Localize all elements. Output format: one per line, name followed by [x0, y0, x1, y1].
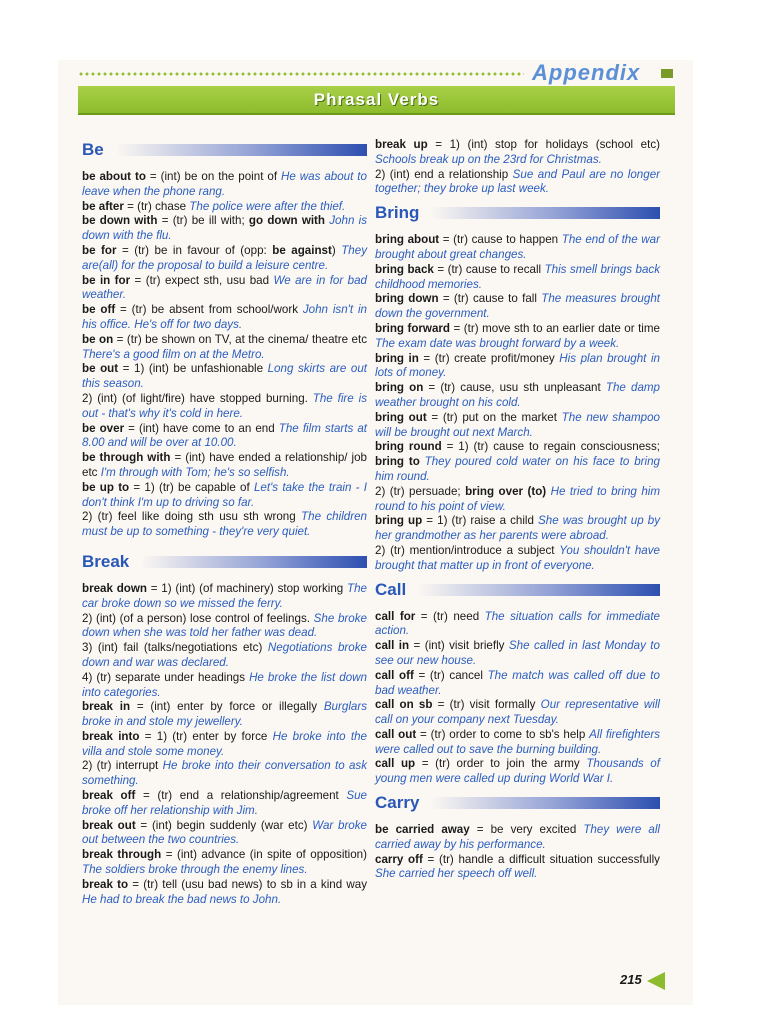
headword: bring about — [375, 233, 440, 247]
definition: = (int) enter by force or illegally — [130, 700, 324, 714]
right-column — [375, 138, 660, 882]
entry-break-4 — [82, 700, 367, 730]
headword: carry off — [375, 852, 423, 866]
title-bar — [78, 86, 675, 115]
definition: 2) (int) (of light/fire) have stopped burning. — [82, 391, 313, 405]
definition: = (int) be on the point of — [145, 170, 281, 183]
headword: be up to — [82, 480, 130, 494]
example-sentence: Long skirts are out this season. — [82, 362, 367, 391]
entry-call-5 — [375, 757, 660, 787]
headword: bring over (to) — [465, 484, 551, 498]
definition: 2) (int) (of a person) lose control of feelings. — [82, 611, 314, 625]
example-sentence: He broke the list down into categories. — [82, 670, 367, 699]
headword: go down with — [248, 214, 330, 228]
definition: = (tr) create profit/money — [418, 351, 560, 365]
headword: be off — [82, 303, 116, 317]
headword: be for — [82, 243, 117, 257]
section-title: Break — [82, 551, 130, 571]
definition: = (tr) put on the market — [426, 410, 562, 424]
definition: 2) (tr) persuade; — [375, 484, 466, 498]
example-sentence: I'm through with Tom; he's so selfish. — [100, 465, 290, 479]
headword: bring round — [375, 440, 442, 454]
section-heading-be — [82, 138, 367, 162]
headword: bring out — [375, 410, 427, 424]
example-sentence: Schools break up on the 23rd for Christmas. — [375, 152, 602, 166]
definition: = (int) have come to an end — [124, 421, 279, 435]
entry-call-2 — [375, 669, 660, 699]
section-title: Be — [82, 140, 104, 159]
definition: = 1) (tr) enter by force — [139, 729, 273, 743]
headword: break out — [82, 818, 136, 832]
example-sentence: The damp weather brought on his cold. — [375, 381, 660, 409]
example-sentence: We are in for bad weather. — [82, 273, 367, 302]
entry-bring-3 — [375, 322, 660, 352]
definition: = (tr) be ill with; — [157, 214, 249, 228]
example-sentence: Burglars broke in and stole my jewellery. — [82, 700, 367, 729]
example-sentence: She carried her speech off well. — [375, 867, 538, 881]
definition: = (tr) tell (usu bad news) to sb in a kind way — [128, 877, 367, 891]
section-heading-bring — [375, 201, 660, 225]
example-sentence: The measures brought down the government. — [375, 292, 661, 321]
example-sentence: Sue broke off her relationship with Jim. — [82, 789, 367, 817]
headword: bring in — [375, 351, 419, 365]
definition: 3) (int) fail (talks/negotiations etc) — [82, 641, 268, 655]
headword: break in — [82, 700, 131, 714]
example-sentence: You shouldn't have brought that matter up in front of everyone. — [375, 543, 661, 572]
example-sentence: There's a good film on at the Metro. — [82, 347, 265, 361]
entry-bring-1 — [375, 263, 660, 293]
entry-call-3 — [375, 698, 660, 728]
definition: = (tr) order to join the army — [415, 757, 587, 771]
example-sentence: Let's take the train - I don't think I'm up to driving so far. — [82, 480, 367, 509]
headword: bring to — [375, 455, 425, 469]
example-sentence: He tried to bring him round to his point of view. — [375, 484, 661, 513]
example-sentence: The fire is out - that's why it's cold in here. — [82, 391, 367, 420]
headword: bring forward — [375, 321, 450, 335]
definition: = (tr) be absent from school/work — [115, 303, 303, 317]
headword: break up — [375, 138, 428, 151]
definition: = (int) advance (in spite of opposition) — [161, 848, 367, 862]
example-sentence: The car broke down so we missed the ferry. — [82, 581, 367, 610]
section-title: Bring — [375, 203, 420, 223]
definition: = 1) (tr) cause to regain consciousness; — [441, 440, 660, 454]
page-title: Phrasal Verbs — [313, 89, 440, 109]
headword: call up — [375, 757, 416, 771]
definition: = be very excited — [469, 823, 584, 837]
entry-bring-10 — [375, 544, 660, 574]
headword: break into — [82, 729, 140, 743]
entry-bring-9 — [375, 514, 660, 544]
headword: bring back — [375, 262, 434, 276]
example-sentence: They are(all) for the proposal to build a leisure centre. — [82, 243, 367, 272]
headword: be down with — [82, 214, 158, 228]
entry-bring-7 — [375, 440, 660, 484]
entry-break_up-1 — [375, 168, 660, 198]
headword: be against — [272, 243, 332, 257]
entry-be-5 — [82, 303, 367, 333]
example-sentence: His plan brought in lots of money. — [375, 351, 660, 380]
definition: = (tr) cause, usu sth unpleasant — [423, 381, 606, 395]
entry-call-4 — [375, 728, 660, 758]
example-sentence: He broke into their conversation to ask something. — [82, 759, 367, 788]
definition: = (tr) chase — [123, 199, 190, 213]
headword: call in — [375, 639, 410, 653]
entry-carry-0 — [375, 823, 660, 853]
entry-break-2 — [82, 641, 367, 671]
entry-be-2 — [82, 214, 367, 244]
entries-call — [375, 610, 660, 788]
definition: = (int) begin suddenly (war etc) — [135, 818, 313, 832]
definition: = (tr) be shown on TV, at the cinema/ theatre etc — [113, 332, 367, 346]
entry-be-0 — [82, 170, 367, 200]
headword: bring up — [375, 514, 423, 528]
definition: = 1) (tr) be capable of — [129, 480, 254, 494]
entry-be-9 — [82, 422, 367, 452]
heading-bar — [141, 556, 367, 568]
definition: = (tr) need — [415, 609, 485, 623]
example-sentence: Sue and Paul are no longer together; they broke up last week. — [375, 167, 660, 196]
heading-bar — [431, 797, 660, 809]
headword: be about to — [82, 170, 146, 183]
definition: 2) (int) end a relationship — [375, 167, 513, 181]
entry-carry-1 — [375, 853, 660, 883]
definition: = 1) (int) (of machinery) stop working — [146, 581, 347, 595]
example-sentence: He broke into the villa and stole some money. — [82, 729, 367, 758]
headword: be over — [82, 421, 125, 435]
definition: = (tr) cause to fall — [438, 292, 542, 306]
entry-bring-5 — [375, 381, 660, 411]
entry-break-5 — [82, 730, 367, 760]
entry-break-6 — [82, 759, 367, 789]
entry-be-4 — [82, 274, 367, 304]
headword: call for — [375, 609, 416, 623]
example-sentence: The match was called off due to bad weather. — [375, 668, 660, 697]
entries-break-up — [375, 138, 660, 197]
entries-carry — [375, 823, 660, 882]
example-sentence: The new shampoo will be brought out next March. — [375, 410, 660, 439]
headword: be out — [82, 362, 119, 376]
headword: break through — [82, 848, 162, 862]
entry-be-3 — [82, 244, 367, 274]
entry-bring-2 — [375, 292, 660, 322]
definition: 4) (tr) separate under headings — [82, 670, 250, 684]
definition: 2) (tr) interrupt — [82, 759, 163, 773]
entries-bring — [375, 233, 660, 573]
entry-call-0 — [375, 610, 660, 640]
entry-be-7 — [82, 362, 367, 392]
headword: be in for — [82, 273, 131, 287]
entries-be — [82, 170, 367, 540]
example-sentence: The exam date was brought forward by a week. — [375, 336, 620, 350]
example-sentence: She called in last Monday to see our new house. — [375, 639, 660, 667]
headword: be carried away — [375, 823, 470, 837]
definition: = (tr) be in favour of (opp: — [116, 243, 273, 257]
example-sentence: The police were after the thief. — [189, 199, 346, 213]
heading-bar — [116, 144, 367, 156]
definition: = (int) have ended a relationship/ job etc — [82, 451, 367, 479]
example-sentence: They were all carried away by his performance. — [375, 823, 660, 851]
entry-break-8 — [82, 819, 367, 849]
definition: = 1) (int) stop for holidays (school etc) — [427, 138, 661, 151]
definition: = (int) visit briefly — [409, 639, 509, 653]
entry-break-3 — [82, 671, 367, 701]
example-sentence: She broke down when she was told her father was dead. — [82, 611, 367, 640]
headword: bring down — [375, 292, 439, 306]
entries-break — [82, 582, 367, 908]
example-sentence: The children must be up to something - they're very quiet. — [82, 510, 367, 539]
entry-be-12 — [82, 510, 367, 540]
appendix-tab-marker — [661, 69, 673, 78]
entry-be-6 — [82, 333, 367, 363]
definition: 2) (tr) feel like doing sth usu sth wrong — [82, 510, 302, 524]
example-sentence: All firefighters were called out to save the burning building. — [375, 727, 660, 756]
entry-bring-6 — [375, 411, 660, 441]
section-title: Carry — [375, 793, 420, 813]
headword: be after — [82, 199, 124, 213]
entry-break-10 — [82, 878, 367, 908]
headword: break to — [82, 877, 129, 891]
example-sentence: They poured cold water on his face to bring him round. — [375, 455, 660, 483]
entry-break-1 — [82, 612, 367, 642]
heading-bar — [418, 584, 660, 596]
definition: = (tr) end a relationship/agreement — [135, 789, 347, 803]
definition: = (tr) handle a difficult situation successfully — [422, 852, 660, 866]
example-sentence: Our representative will call on your company next Tuesday. — [375, 698, 660, 727]
entry-break_up-0 — [375, 138, 660, 168]
headword: break down — [82, 581, 147, 595]
definition: = 1) (int) be unfashionable — [118, 362, 268, 376]
example-sentence: War broke out between the two countries. — [82, 818, 367, 847]
definition: = (tr) visit formally — [432, 698, 541, 712]
example-sentence: This smell brings back childhood memories. — [375, 262, 660, 291]
definition: = (tr) order to come to sb's help — [416, 727, 590, 741]
dotted-rule — [78, 71, 524, 77]
appendix-label: Appendix — [532, 60, 641, 85]
headword: bring on — [375, 381, 424, 395]
left-column — [82, 134, 367, 907]
entry-be-1 — [82, 200, 367, 215]
definition: = 1) (tr) raise a child — [422, 514, 539, 528]
example-sentence: He had to break the bad news to John. — [82, 892, 282, 906]
section-title: Call — [375, 579, 407, 599]
section-heading-carry — [375, 791, 660, 815]
headword: break off — [82, 789, 136, 803]
headword: call out — [375, 727, 417, 741]
headword: call on sb — [375, 698, 433, 712]
example-sentence: The situation calls for immediate action. — [375, 609, 661, 638]
definition: = (tr) cancel — [413, 668, 488, 682]
headword: be through with — [82, 451, 171, 465]
example-sentence: The end of the war brought about great changes. — [375, 233, 660, 261]
example-sentence: The soldiers broke through the enemy lines. — [82, 863, 308, 877]
entry-break-9 — [82, 848, 367, 878]
definition: = (tr) cause to happen — [439, 233, 562, 247]
definition: = (tr) cause to recall — [433, 262, 545, 276]
entry-be-10 — [82, 451, 367, 481]
headword: call off — [375, 668, 414, 682]
example-sentence: Thousands of young men were called up during World War I. — [375, 757, 660, 786]
example-sentence: John isn't in his office. He's off for two days. — [82, 303, 367, 331]
page-arrow-icon — [647, 972, 665, 990]
entry-bring-0 — [375, 233, 660, 263]
definition: ) — [331, 243, 342, 257]
entry-bring-4 — [375, 352, 660, 382]
page-number: 215 — [620, 972, 642, 987]
entry-be-8 — [82, 392, 367, 422]
entry-break-7 — [82, 789, 367, 819]
entry-be-11 — [82, 481, 367, 511]
headword: be on — [82, 332, 114, 346]
example-sentence: Negotiations broke down and war was declared. — [82, 641, 367, 669]
example-sentence: The film starts at 8.00 and will be over at 10.00. — [82, 421, 368, 450]
example-sentence: She was brought up by her grandmother as her parents were abroad. — [375, 514, 660, 543]
entry-break-0 — [82, 582, 367, 612]
example-sentence: He was about to leave when the phone rang. — [82, 170, 367, 198]
definition: 2) (tr) mention/introduce a subject — [375, 543, 560, 557]
definition: = (tr) expect sth, usu bad — [130, 273, 274, 287]
entry-call-1 — [375, 639, 660, 669]
definition: = (tr) move sth to an earlier date or time — [450, 321, 660, 335]
entry-bring-8 — [375, 485, 660, 515]
heading-bar — [431, 207, 660, 219]
example-sentence: John is down with the flu. — [82, 214, 367, 243]
section-heading-call — [375, 578, 660, 602]
section-heading-break — [82, 550, 367, 574]
